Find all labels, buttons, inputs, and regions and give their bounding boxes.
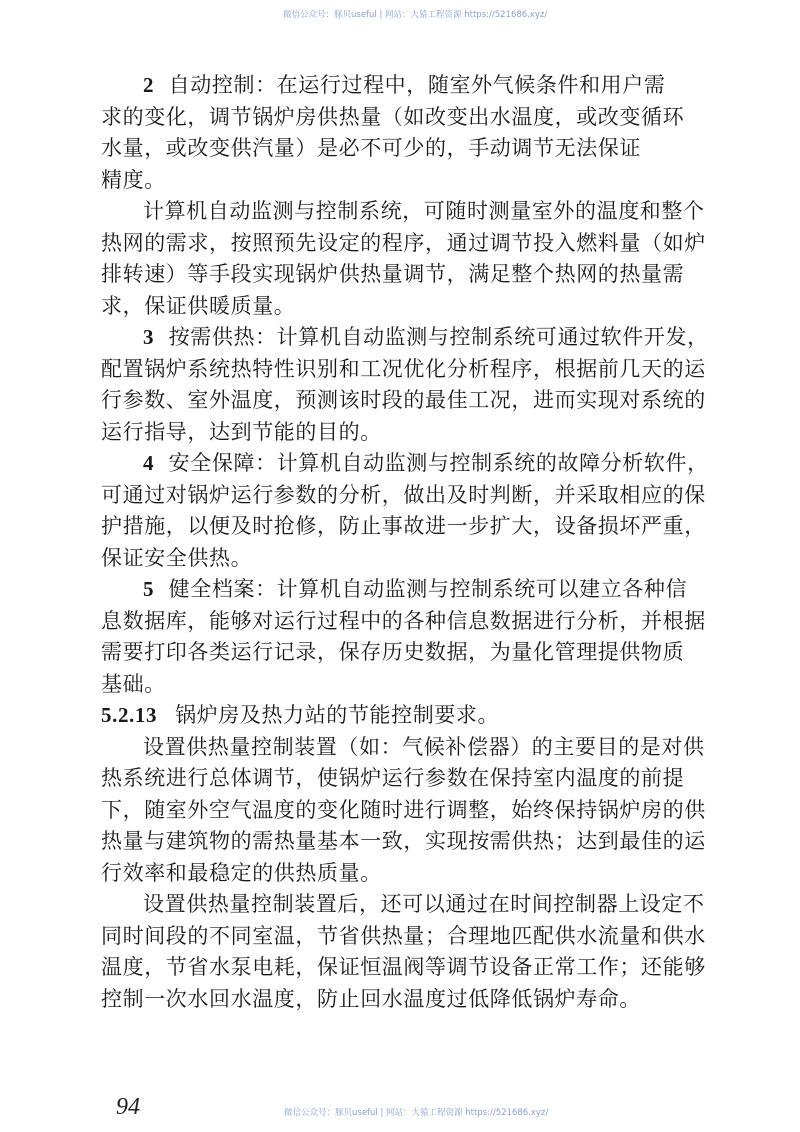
text-line: 需要打印各类运行记录，保存历史数据，为量化管理提供物质: [101, 640, 685, 664]
text-line: 行效率和最稳定的供热质量。: [101, 860, 382, 885]
text-line: 精度。: [101, 167, 166, 192]
item-number: 5: [143, 577, 155, 601]
document-body: [101, 70, 709, 1015]
text-line: 下，随室外空气温度的变化随时进行调整，始终保持锅炉房的供: [101, 797, 706, 822]
text-line: 保证安全供热。: [101, 545, 253, 570]
text-line: 水量，或改变供汽量）是必不可少的，手动调节无法保证: [101, 136, 641, 160]
text-line: 护措施，以便及时抢修，防止事故进一步扩大，设备损坏严重，: [101, 514, 706, 538]
item-number: 3: [143, 325, 155, 349]
text-line: 控制一次水回水温度，防止回水温度过低降低锅炉寿命。: [101, 986, 641, 1011]
text-line: 计算机自动监测与控制系统，可随时测量室外的温度和整个: [143, 199, 705, 223]
paragraph-item-2: [101, 70, 701, 196]
text-line: 基础。: [101, 671, 166, 696]
text-line: 按需供热：计算机自动监测与控制系统可通过软件开发，: [168, 325, 709, 349]
text-line: 热量与建筑物的需热量基本一致，实现按需供热；达到最佳的运: [101, 829, 706, 853]
text-line: 热系统进行总体调节，使锅炉运行参数在保持室内温度的前提: [101, 766, 685, 790]
text-line: 求，保证供暖质量。: [101, 293, 296, 318]
text-line: 设置供热量控制装置（如：气候补偿器）的主要目的是对供: [143, 734, 705, 759]
paragraph-computer-monitoring: [101, 196, 706, 322]
text-line: 配置锅炉系统热特性识别和工况优化分析程序，根据前几天的运: [101, 356, 706, 381]
paragraph-item-5: [101, 574, 706, 700]
footer-watermark: 微信公众号：豚贝useful | 网站：大猿工程资源 https://521686.xyz/: [284, 1108, 549, 1118]
text-line: 健全档案：计算机自动监测与控制系统可以建立各种信: [168, 577, 688, 601]
text-line: 可通过对锅炉运行参数的分析，做出及时判断，并采取相应的保: [101, 482, 706, 507]
text-line: 安全保障：计算机自动监测与控制系统的故障分析软件，: [168, 451, 709, 475]
section-number: 5.2.13: [101, 703, 158, 727]
text-line: 热网的需求，按照预先设定的程序，通过调节投入燃料量（如炉: [101, 230, 706, 255]
paragraph-heat-control-purpose: [101, 732, 706, 890]
text-line: 息数据库，能够对运行过程中的各种信息数据进行分析，并根据: [101, 608, 706, 633]
text-line: 温度，节省水泵电耗，保证恒温阀等调节设备正常工作；还能够: [101, 955, 706, 979]
text-line: 求的变化，调节锅炉房供热量（如改变出水温度，或改变循环: [101, 104, 685, 129]
section-heading-5-2-13: [101, 700, 701, 732]
text-line: 设置供热量控制装置后，还可以通过在时间控制器上设定不: [143, 892, 705, 916]
paragraph-heat-control-benefits: [101, 889, 706, 1015]
text-line: 同时间段的不同室温，节省供热量；合理地匹配供水流量和供水: [101, 923, 706, 948]
item-number: 2: [143, 73, 155, 97]
text-line: 运行指导，达到节能的目的。: [101, 419, 382, 444]
text-line: 行参数、室外温度，预测该时段的最佳工况，进而实现对系统的: [101, 388, 706, 412]
text-line: 排转速）等手段实现锅炉供热量调节，满足整个热网的热量需: [101, 262, 685, 286]
header-watermark: 微信公众号：豚贝useful | 网站：大猿工程资源 https://521686.xyz/: [283, 10, 548, 20]
section-title: 锅炉房及热力站的节能控制要求。: [175, 703, 500, 727]
text-line: 自动控制：在运行过程中，随室外气候条件和用户需: [168, 73, 666, 97]
paragraph-item-4: [101, 448, 709, 574]
paragraph-item-3: [101, 322, 709, 448]
item-number: 4: [143, 451, 155, 475]
page-number: 94: [116, 1094, 140, 1120]
